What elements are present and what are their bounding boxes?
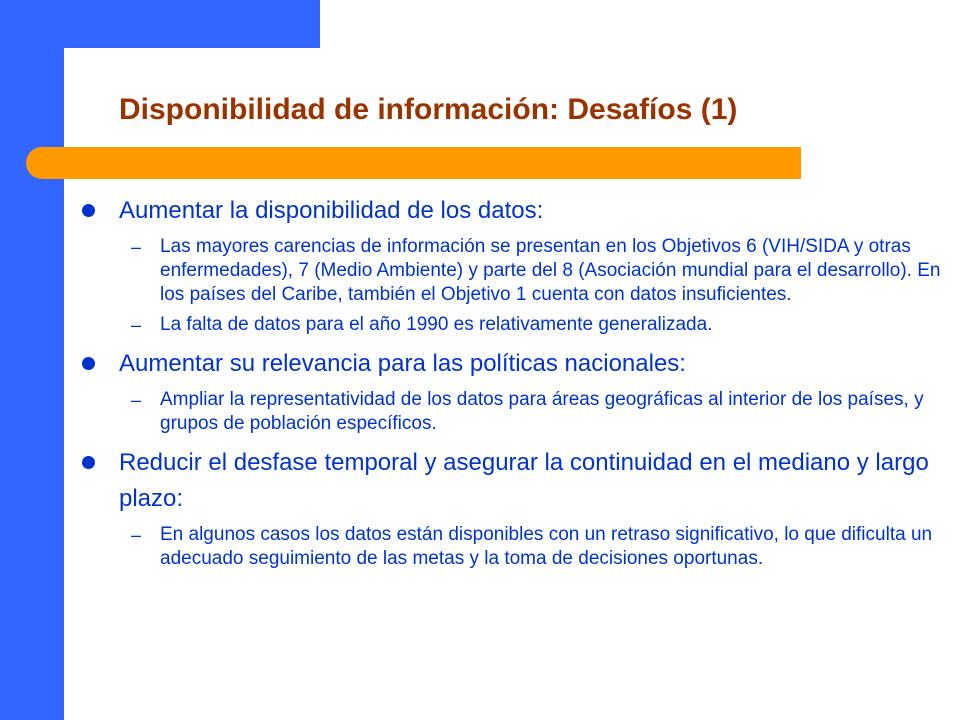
bullet-dot-icon	[82, 357, 95, 370]
dash-icon: –	[131, 390, 142, 410]
dash-icon: –	[131, 315, 142, 335]
decorative-blue-left-band	[0, 0, 64, 720]
sub-bullet-text: La falta de datos para el año 1990 es relativamente generalizada.	[160, 314, 713, 335]
sub-bullet-list	[119, 523, 958, 571]
sub-bullet-item	[119, 388, 958, 436]
sub-bullet-list	[119, 388, 958, 436]
bullet-text: Reducir el desfase temporal y asegurar la continuidad en el mediano y largo plazo:	[119, 449, 929, 512]
sub-bullet-item	[119, 313, 958, 337]
bullet-item-relevance	[78, 346, 958, 436]
dash-icon: –	[131, 237, 142, 257]
sub-bullet-list	[119, 235, 958, 337]
bullet-item-timeliness	[78, 445, 958, 571]
bullet-dot-icon	[82, 456, 95, 469]
sub-bullet-item	[119, 523, 958, 571]
bullet-text: Aumentar su relevancia para las políticas nacionales:	[119, 350, 686, 377]
bullet-item-availability	[78, 193, 958, 337]
bullet-list	[78, 193, 958, 580]
slide-title: Disponibilidad de información: Desafíos (1)	[119, 93, 738, 126]
bullet-dot-icon	[82, 204, 95, 217]
sub-bullet-text: Ampliar la representatividad de los datos para áreas geográficas al interior de los países, y grupos de población específicos.	[160, 389, 924, 434]
bullet-text: Aumentar la disponibilidad de los datos:	[119, 197, 544, 224]
dash-icon: –	[131, 525, 142, 545]
sub-bullet-text: Las mayores carencias de información se presentan en los Objetivos 6 (VIH/SIDA y otras enfermedades), 7 (Medio Ambiente) y parte del 8 (Asociación mundial para el desarrollo). En los países del Caribe, también el Objetivo 1 cuenta con datos insuficientes.	[160, 236, 941, 305]
sub-bullet-text: En algunos casos los datos están disponibles con un retraso significativo, lo que dificulta un adecuado seguimiento de las metas y la toma de decisiones oportunas.	[160, 524, 933, 569]
sub-bullet-item	[119, 235, 958, 307]
decorative-orange-bar	[26, 147, 801, 179]
